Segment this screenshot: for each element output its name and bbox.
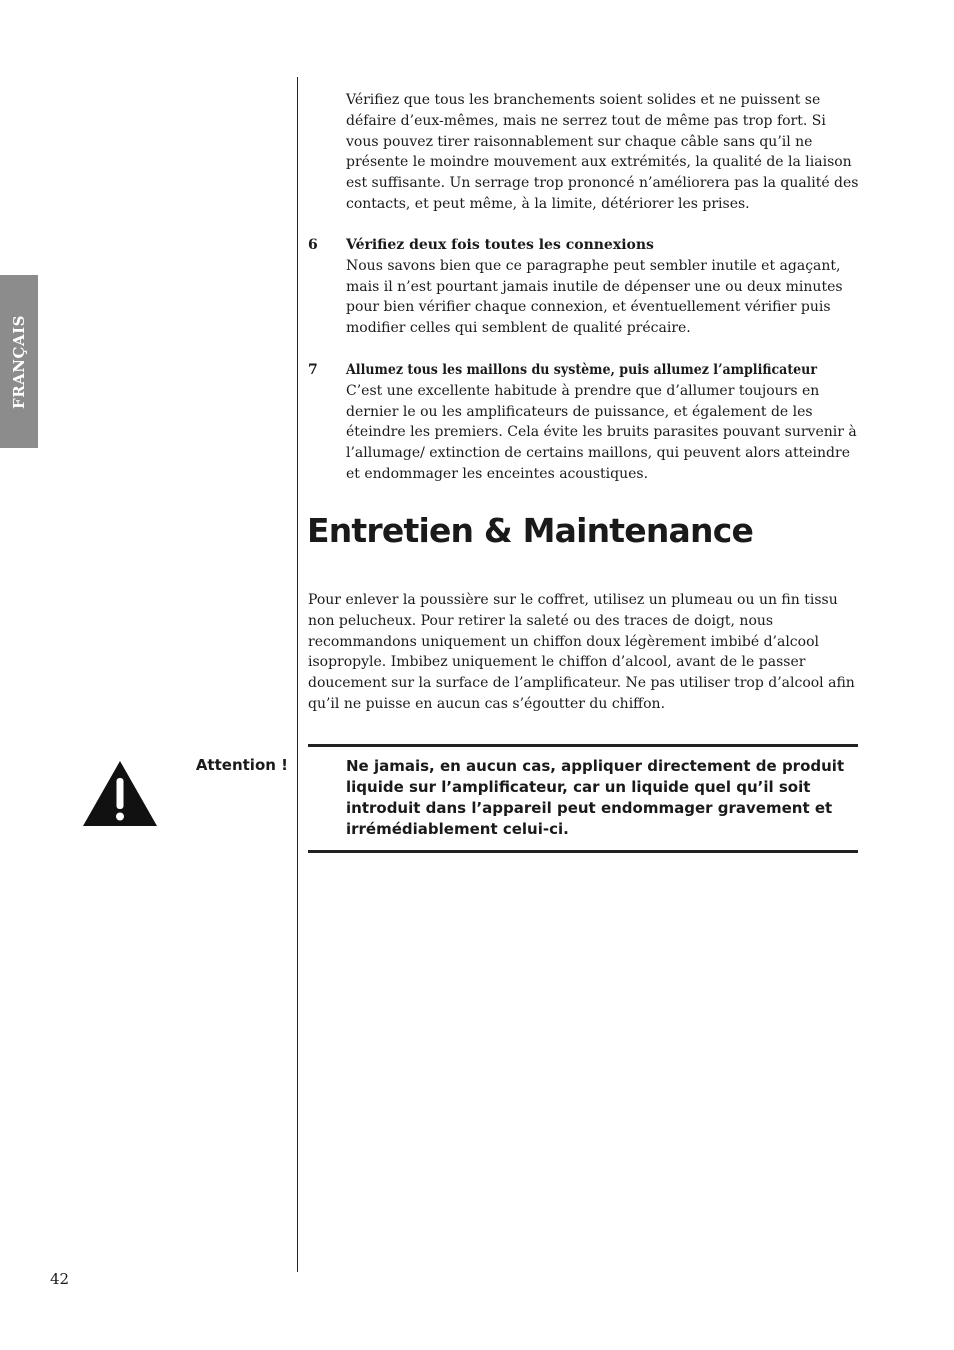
intro-paragraph: Vérifiez que tous les branchements soient solides et ne puissent se défaire d’eux-mêmes, mais ne serrez tout de même pas trop fort. Si vous pouvez tirer raisonnablement sur chaque câble sans qu’il ne présente le moindre mouvement aux extrémités, la qualité de la liaison est suffisante. Un serrage trop prononcé n’améliorera pas la qualité des contacts, et peut même, à la limite, détériorer les prises. <box>346 92 859 212</box>
language-tab-label: FRANÇAIS <box>10 314 28 409</box>
step-7-body: C’est une excellente habitude à prendre que d’allumer toujours en dernier le ou les amplificateurs de puissance, et également de les éteindre les premiers. Cela évite les bruits parasites pouvant survenir à l’allumage/ extinction de certains maillons, qui peuvent alors atteindre et endommager les enceintes acoustiques. <box>346 382 857 482</box>
warning-triangle-icon <box>82 760 158 831</box>
maintenance-paragraph: Pour enlever la poussière sur le coffret, utilisez un plumeau ou un fin tissu non pelucheux. Pour retirer la saleté ou des traces de doigt, nous recommandons uniquement un chiffon doux légèrement imbibé d’alcool isopropyle. Imbibez uniquement le chiffon d’alcool, avant de le passer doucement sur la surface de l’amplificateur. Ne pas utiliser trop d’alcool afin qu’il ne puisse en aucun cas s’égoutter du chiffon. <box>308 592 855 712</box>
column-divider <box>297 77 298 1272</box>
warning-text: Ne jamais, en aucun cas, appliquer directement de produit liquide sur l’amplificateur, car un liquide quel qu’il soit introduit dans l’appareil peut endommager gravement et irrémédiablement celui-ci. <box>346 757 845 838</box>
step-6-title: Vérifiez deux fois toutes les connexions <box>346 237 654 253</box>
warning-label: Attention ! <box>195 756 288 774</box>
page-number: 42 <box>50 1270 70 1288</box>
section-heading: Entretien & Maintenance <box>307 511 754 550</box>
language-tab <box>0 275 38 448</box>
warning-top-rule <box>308 744 858 747</box>
step-6 <box>346 235 859 339</box>
warning-bottom-rule <box>308 850 858 853</box>
step-6-number: 6 <box>308 237 318 253</box>
step-7 <box>346 360 859 485</box>
step-7-number: 7 <box>308 362 318 378</box>
step-6-body: Nous savons bien que ce paragraphe peut sembler inutile et agaçant, mais il n’est pourtant jamais inutile de dépenser une ou deux minutes pour bien vérifier chaque connexion, et éventuellement vérifier puis modifier celles qui semblent de qualité précaire. <box>346 257 843 337</box>
step-7-title: Allumez tous les maillons du système, puis allumez l’amplificateur <box>346 362 817 378</box>
